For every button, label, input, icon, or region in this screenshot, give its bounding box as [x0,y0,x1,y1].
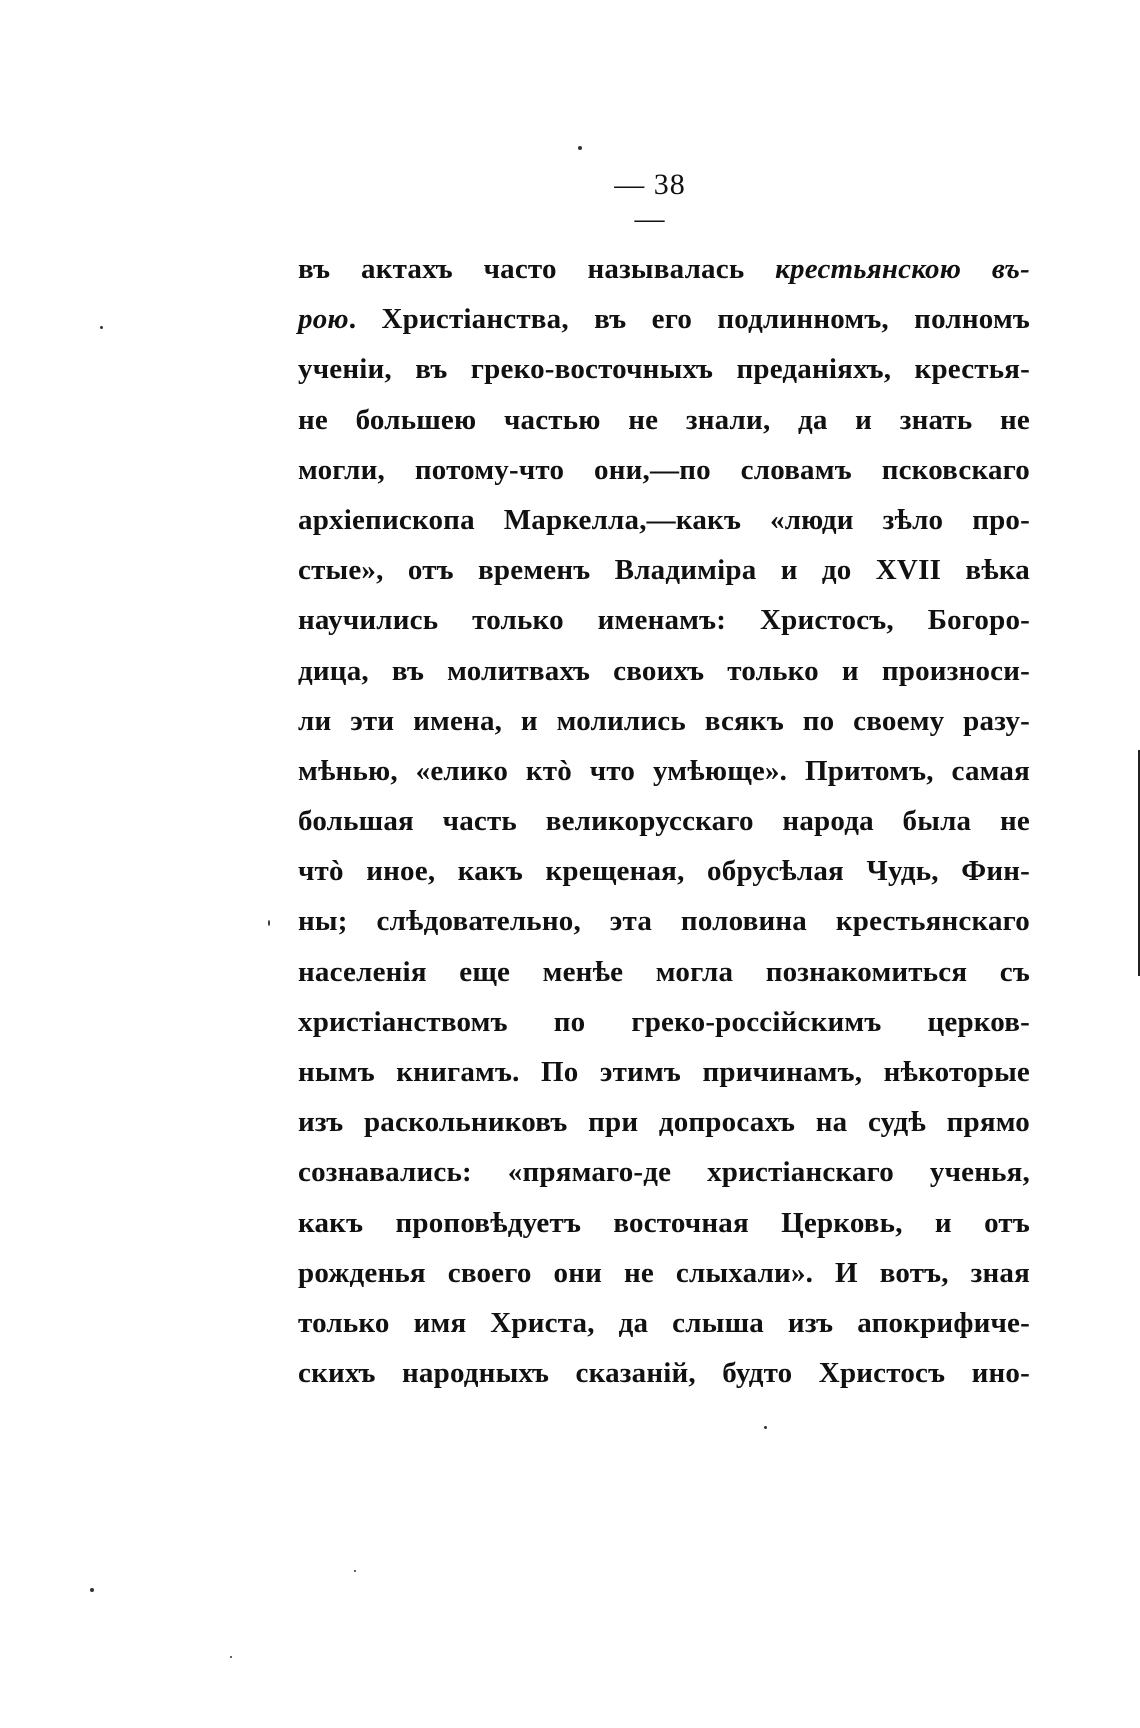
body-text [298,244,1030,1398]
text-line: мѣнью, «елико ктò что умѣюще». Притомъ, самая [298,754,1030,787]
page-number: — 38 — [614,168,686,235]
text-line: сознавались: «прямаго-де христіанскаго ученья, [298,1156,1030,1189]
text-segment: въ актахъ часто называлась [298,253,776,285]
text-line: какъ проповѣдуетъ восточная Церковь, и отъ [298,1206,1030,1239]
text-line: христіанствомъ по греко-россійскимъ церков- [298,1005,1030,1038]
italic-segment: крестьянскою въ- [775,253,1030,285]
italic-segment: рою [298,303,349,336]
text-line: скихъ народныхъ сказаній, будто Христосъ ино- [298,1357,1030,1390]
scan-speck [354,1570,356,1572]
text-line: ны; слѣдовательно, эта половина крестьянскаго [298,905,1030,938]
text-line: могли, потому-что они,—по словамъ псковскаго [298,453,1030,486]
text-line: дица, въ молитвахъ своихъ только и произноси- [298,654,1030,687]
text-line: рожденья своего они не слыхали». И вотъ, зная [298,1256,1030,1289]
text-line: ли эти имена, и молились всякъ по своему разу- [298,704,1030,737]
text-line: научились только именамъ: Христосъ, Богоро- [298,604,1030,637]
text-segment: . Христіанства, въ его подлинномъ, полномъ [348,303,1030,336]
scan-speck [578,146,582,150]
text-line: большая часть великорусскаго народа была не [298,805,1030,838]
scan-speck [268,920,270,926]
text-line: нымъ книгамъ. По этимъ причинамъ, нѣкоторые [298,1056,1030,1088]
scan-speck [100,326,103,329]
scan-speck [230,1656,232,1658]
text-line: изъ раскольниковъ при допросахъ на судѣ прямо [298,1106,1030,1139]
text-line: архіепископа Маркелла,—какъ «люди зѣло про- [298,503,1030,536]
text-line: ученіи, въ греко-восточныхъ преданіяхъ, крестья- [298,353,1030,386]
text-line: не большею частью не знали, да и знать не [298,403,1030,436]
text-line: только имя Христа, да слыша изъ апокрифиче- [298,1306,1030,1339]
text-line: чтò иное, какъ крещеная, обрусѣлая Чудь, Фин- [298,855,1030,888]
scan-speck [90,1588,94,1592]
text-line [298,244,1030,294]
scan-speck [764,1426,767,1429]
text-line [298,294,1030,344]
text-line: стые», отъ временъ Владиміра и до XVII вѣка [298,554,1030,587]
text-line: населенія еще менѣе могла познакомиться съ [298,955,1030,988]
